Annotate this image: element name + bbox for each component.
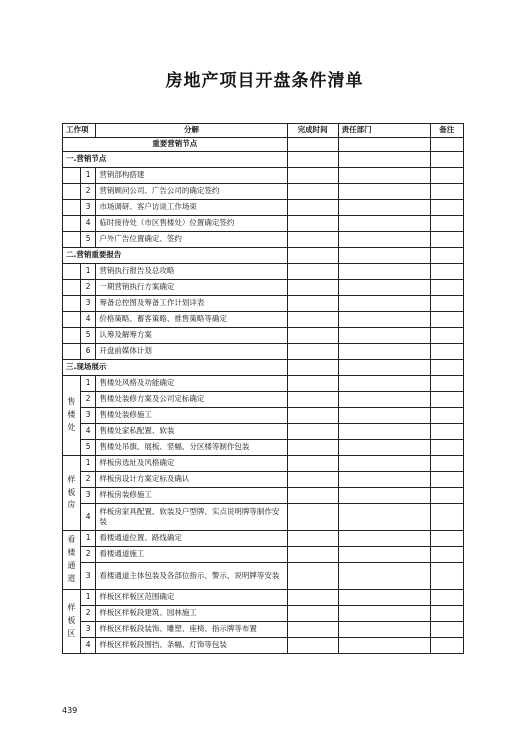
owner-cell <box>338 200 430 216</box>
completion-time-cell <box>287 264 338 280</box>
owner-cell <box>338 488 430 504</box>
remarks-cell <box>430 563 463 590</box>
owner-cell <box>338 152 430 168</box>
table-row <box>63 424 464 440</box>
owner-cell <box>338 376 430 392</box>
completion-time-cell <box>287 296 338 312</box>
remarks-cell <box>430 488 463 504</box>
completion-time-cell <box>287 152 338 168</box>
row-number: 2 <box>80 472 96 488</box>
table-row <box>63 184 464 200</box>
row-number: 4 <box>80 638 96 654</box>
completion-time-cell <box>287 168 338 184</box>
completion-time-cell <box>287 563 338 590</box>
row-number: 2 <box>80 606 96 622</box>
remarks-cell <box>430 392 463 408</box>
row-number: 1 <box>80 376 96 392</box>
table-row <box>63 638 464 654</box>
owner-cell <box>338 472 430 488</box>
remarks-cell <box>430 264 463 280</box>
task-description: 样板区样板段建筑、园林施工 <box>96 606 287 622</box>
remarks-cell <box>430 216 463 232</box>
owner-cell <box>338 168 430 184</box>
section-row <box>63 248 464 264</box>
completion-time-cell <box>287 328 338 344</box>
group-label-cell <box>63 531 81 590</box>
task-description: 营销顾问公司、广告公司的确定签约 <box>96 184 287 200</box>
row-number: 3 <box>80 622 96 638</box>
completion-time-cell <box>287 547 338 563</box>
owner-cell <box>338 392 430 408</box>
header-remarks: 备注 <box>430 124 463 138</box>
owner-cell <box>338 344 430 360</box>
owner-cell <box>338 264 430 280</box>
completion-time-cell <box>287 440 338 456</box>
owner-cell <box>338 504 430 531</box>
completion-time-cell <box>287 392 338 408</box>
row-number: 2 <box>80 392 96 408</box>
group-cell <box>63 344 81 360</box>
owner-cell <box>338 622 430 638</box>
remarks-cell <box>430 376 463 392</box>
completion-time-cell <box>287 504 338 531</box>
empty-cell <box>338 138 430 152</box>
task-description: 户外广告位置确定、签约 <box>96 232 287 248</box>
remarks-cell <box>430 606 463 622</box>
key-nodes-label: 重要营销节点 <box>63 138 288 152</box>
row-number: 4 <box>80 216 96 232</box>
remarks-cell <box>430 184 463 200</box>
empty-cell <box>287 138 338 152</box>
section-row <box>63 360 464 376</box>
table-row <box>63 200 464 216</box>
task-description: 样板区样板段装饰、雕塑、座椅、指示牌等布置 <box>96 622 287 638</box>
header-work-item: 工作项 <box>63 124 96 138</box>
row-number: 4 <box>80 312 96 328</box>
group-cell <box>63 280 81 296</box>
group-cell <box>63 312 81 328</box>
remarks-cell <box>430 296 463 312</box>
table-row <box>63 280 464 296</box>
section-title: 三.现场展示 <box>63 360 288 376</box>
task-description: 价格策略、蓄客策略、推售策略等确定 <box>96 312 287 328</box>
group-label-cell <box>63 376 81 456</box>
group-cell <box>63 232 81 248</box>
group-label: 售楼处 <box>67 397 76 432</box>
document-title: 房地产项目开盘条件清单 <box>165 71 364 91</box>
owner-cell <box>338 440 430 456</box>
task-description: 营销执行报告及总攻略 <box>96 264 287 280</box>
remarks-cell <box>430 168 463 184</box>
section-title: 一.营销节点 <box>63 152 288 168</box>
table-row <box>63 504 464 531</box>
task-description: 营销部构搭建 <box>96 168 287 184</box>
remarks-cell <box>430 408 463 424</box>
remarks-cell <box>430 440 463 456</box>
row-number: 3 <box>80 408 96 424</box>
row-number: 1 <box>80 264 96 280</box>
remarks-cell <box>430 232 463 248</box>
table-row <box>63 216 464 232</box>
remarks-cell <box>430 504 463 531</box>
completion-time-cell <box>287 216 338 232</box>
completion-time-cell <box>287 408 338 424</box>
remarks-cell <box>430 152 463 168</box>
group-label: 样板区 <box>67 603 76 638</box>
owner-cell <box>338 606 430 622</box>
group-cell <box>63 184 81 200</box>
key-nodes-row <box>63 138 464 152</box>
table-row <box>63 392 464 408</box>
table-row <box>63 456 464 472</box>
owner-cell <box>338 563 430 590</box>
task-description: 样板房选址及风格确定 <box>96 456 287 472</box>
completion-time-cell <box>287 360 338 376</box>
task-description: 认筹及解筹方案 <box>96 328 287 344</box>
header-owner: 责任部门 <box>338 124 430 138</box>
owner-cell <box>338 328 430 344</box>
row-number: 4 <box>80 424 96 440</box>
empty-cell <box>430 138 463 152</box>
completion-time-cell <box>287 248 338 264</box>
owner-cell <box>338 408 430 424</box>
remarks-cell <box>430 456 463 472</box>
remarks-cell <box>430 312 463 328</box>
owner-cell <box>338 638 430 654</box>
row-number: 1 <box>80 590 96 606</box>
group-label: 样板房 <box>67 474 76 510</box>
row-number: 3 <box>80 563 96 590</box>
owner-cell <box>338 296 430 312</box>
task-description: 售楼处家私配置、软装 <box>96 424 287 440</box>
checklist-table <box>62 123 464 654</box>
completion-time-cell <box>287 488 338 504</box>
table-row <box>63 296 464 312</box>
row-number: 1 <box>80 168 96 184</box>
header-breakdown: 分解 <box>96 124 287 138</box>
completion-time-cell <box>287 232 338 248</box>
table-row <box>63 408 464 424</box>
owner-cell <box>338 590 430 606</box>
table-row <box>63 472 464 488</box>
table-row <box>63 312 464 328</box>
group-cell <box>63 168 81 184</box>
group-cell <box>63 264 81 280</box>
remarks-cell <box>430 622 463 638</box>
task-description: 样板房设计方案定标及确认 <box>96 472 287 488</box>
task-description: 样板房装修施工 <box>96 488 287 504</box>
row-number: 5 <box>80 232 96 248</box>
owner-cell <box>338 280 430 296</box>
group-cell <box>63 328 81 344</box>
table-row <box>63 547 464 563</box>
task-description: 售楼处装修方案及公司定标确定 <box>96 392 287 408</box>
owner-cell <box>338 360 430 376</box>
task-description: 筹备总控图及筹备工作计划详表 <box>96 296 287 312</box>
remarks-cell <box>430 590 463 606</box>
row-number: 6 <box>80 344 96 360</box>
row-number: 2 <box>80 547 96 563</box>
row-number: 1 <box>80 456 96 472</box>
remarks-cell <box>430 328 463 344</box>
task-description: 市场调研、客户访谈工作场束 <box>96 200 287 216</box>
table-header-row <box>63 124 464 138</box>
task-description: 看楼通道施工 <box>96 547 287 563</box>
remarks-cell <box>430 472 463 488</box>
remarks-cell <box>430 200 463 216</box>
remarks-cell <box>430 547 463 563</box>
task-description: 看楼通道位置、路线确定 <box>96 531 287 547</box>
owner-cell <box>338 456 430 472</box>
table-row <box>63 232 464 248</box>
remarks-cell <box>430 638 463 654</box>
row-number: 5 <box>80 440 96 456</box>
table-row <box>63 590 464 606</box>
group-label-cell <box>63 456 81 531</box>
owner-cell <box>338 248 430 264</box>
completion-time-cell <box>287 424 338 440</box>
row-number: 4 <box>80 504 96 531</box>
remarks-cell <box>430 360 463 376</box>
row-number: 5 <box>80 328 96 344</box>
completion-time-cell <box>287 456 338 472</box>
completion-time-cell <box>287 184 338 200</box>
remarks-cell <box>430 344 463 360</box>
group-cell <box>63 296 81 312</box>
table-row <box>63 328 464 344</box>
completion-time-cell <box>287 200 338 216</box>
owner-cell <box>338 531 430 547</box>
row-number: 3 <box>80 296 96 312</box>
completion-time-cell <box>287 376 338 392</box>
row-number: 3 <box>80 488 96 504</box>
row-number: 3 <box>80 200 96 216</box>
task-description: 售楼处风格及功能确定 <box>96 376 287 392</box>
owner-cell <box>338 424 430 440</box>
task-description: 样板区样板段围挡、条幅、灯饰等包装 <box>96 638 287 654</box>
table-row <box>63 531 464 547</box>
completion-time-cell <box>287 590 338 606</box>
row-number: 2 <box>80 280 96 296</box>
owner-cell <box>338 184 430 200</box>
completion-time-cell <box>287 344 338 360</box>
task-description: 样板区样板区范围确定 <box>96 590 287 606</box>
owner-cell <box>338 216 430 232</box>
table-row <box>63 440 464 456</box>
section-title: 二.营销重要报告 <box>63 248 288 264</box>
table-row <box>63 622 464 638</box>
table-row <box>63 376 464 392</box>
table-row <box>63 344 464 360</box>
task-description: 开盘前媒体计划 <box>96 344 287 360</box>
completion-time-cell <box>287 531 338 547</box>
completion-time-cell <box>287 622 338 638</box>
task-description: 看楼通道主体包装及各部位指示、警示、说明牌等安装 <box>96 563 287 590</box>
group-label-cell <box>63 590 81 654</box>
page-number: 439 <box>62 706 78 715</box>
group-cell <box>63 216 81 232</box>
task-description: 售楼处吊旗、展板、竖幅、分区楼等制作包装 <box>96 440 287 456</box>
completion-time-cell <box>287 606 338 622</box>
table-row <box>63 264 464 280</box>
header-completion-time: 完成时间 <box>287 124 338 138</box>
remarks-cell <box>430 248 463 264</box>
table-row <box>63 606 464 622</box>
table-row <box>63 563 464 590</box>
completion-time-cell <box>287 472 338 488</box>
remarks-cell <box>430 531 463 547</box>
group-cell <box>63 200 81 216</box>
completion-time-cell <box>287 280 338 296</box>
task-description: 样板房家具配置、软装及户型牌、实点说明牌等制作安装 <box>96 504 287 531</box>
task-description: 临时接待处（市区售楼处）位置确定签约 <box>96 216 287 232</box>
row-number: 1 <box>80 531 96 547</box>
owner-cell <box>338 312 430 328</box>
owner-cell <box>338 232 430 248</box>
remarks-cell <box>430 280 463 296</box>
owner-cell <box>338 547 430 563</box>
table-row <box>63 168 464 184</box>
remarks-cell <box>430 424 463 440</box>
completion-time-cell <box>287 312 338 328</box>
task-description: 售楼处装修施工 <box>96 408 287 424</box>
completion-time-cell <box>287 638 338 654</box>
table-row <box>63 488 464 504</box>
task-description: 一期营销执行方案确定 <box>96 280 287 296</box>
section-row <box>63 152 464 168</box>
row-number: 2 <box>80 184 96 200</box>
group-label: 看楼通道 <box>67 535 76 583</box>
